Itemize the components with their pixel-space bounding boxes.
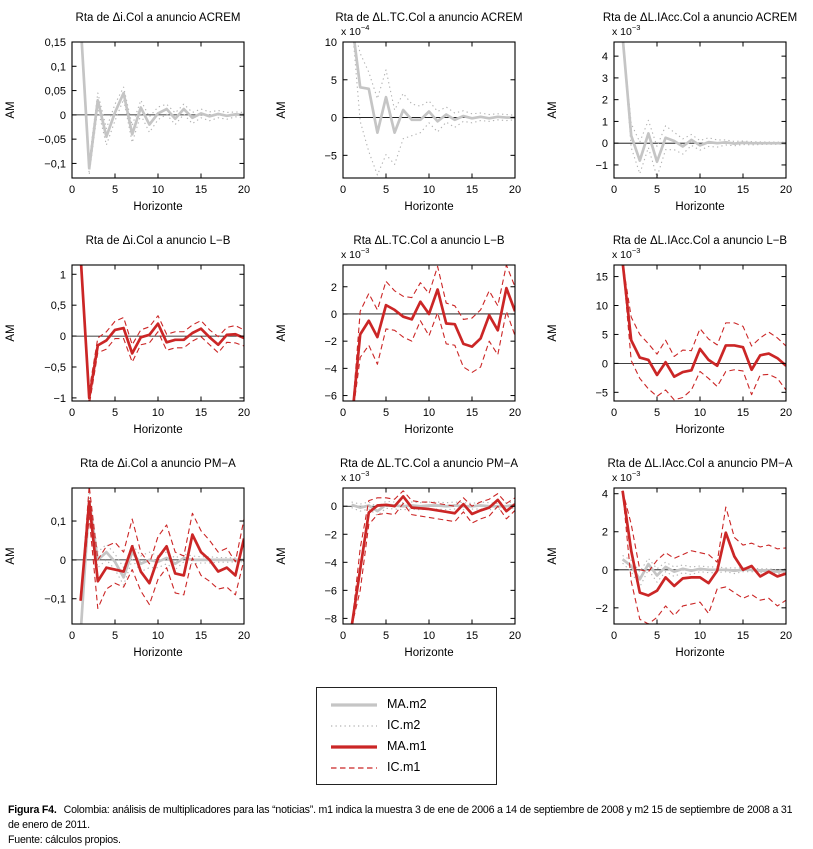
svg-text:5: 5	[653, 184, 661, 196]
chart-di-col-pma	[0, 450, 271, 665]
svg-text:−5: −5	[595, 387, 608, 400]
chart-liacc-col-lb	[542, 227, 813, 442]
svg-text:2: 2	[601, 94, 608, 107]
svg-text:5: 5	[330, 74, 337, 87]
svg-text:20: 20	[779, 184, 793, 196]
svg-text:−2: −2	[595, 602, 608, 615]
svg-text:10: 10	[151, 630, 165, 642]
svg-text:Horizonte: Horizonte	[404, 424, 454, 436]
legend-label: MA.m2	[387, 697, 427, 712]
svg-text:15: 15	[736, 630, 750, 642]
svg-text:0: 0	[601, 358, 608, 371]
svg-text:5: 5	[111, 184, 119, 196]
svg-text:Horizonte: Horizonte	[675, 647, 725, 659]
svg-text:10: 10	[693, 184, 707, 196]
caption-source: Fuente: cálculos propios.	[8, 833, 121, 846]
legend-item-ma-m1	[330, 739, 480, 754]
legend-item-ic-m2	[330, 718, 480, 733]
legend-label: IC.m2	[387, 718, 421, 733]
svg-text:15: 15	[736, 407, 750, 419]
svg-text:2: 2	[601, 526, 608, 539]
svg-text:15: 15	[595, 271, 608, 284]
chart-ltc-col-pma	[271, 450, 542, 665]
svg-text:Horizonte: Horizonte	[675, 424, 725, 436]
svg-text:0: 0	[601, 564, 608, 577]
svg-text:AM: AM	[547, 101, 559, 119]
svg-text:AM: AM	[276, 101, 288, 119]
svg-text:Rta de Δi.Col a anuncio L−B: Rta de Δi.Col a anuncio L−B	[85, 235, 231, 247]
svg-text:20: 20	[508, 184, 522, 196]
svg-text:15: 15	[194, 630, 208, 642]
svg-text:−0,5: −0,5	[44, 362, 66, 374]
chart-ltc-col-acrem	[271, 4, 542, 219]
svg-text:x 10−3: x $10^{-3}$	[612, 23, 641, 38]
svg-text:0,05: 0,05	[44, 85, 66, 98]
svg-text:4: 4	[601, 488, 608, 501]
svg-text:−8: −8	[324, 613, 337, 626]
svg-text:10: 10	[151, 184, 165, 196]
svg-text:AM: AM	[5, 547, 17, 565]
svg-text:0: 0	[610, 407, 618, 419]
svg-text:0: 0	[601, 138, 608, 151]
svg-text:5: 5	[382, 184, 390, 196]
svg-text:−0,1: −0,1	[44, 158, 66, 171]
svg-text:Rta de ΔL.IAcc.Col a anuncio L: Rta de ΔL.IAcc.Col a anuncio L−B	[612, 235, 788, 247]
svg-text:Horizonte: Horizonte	[675, 201, 725, 213]
svg-text:AM: AM	[276, 547, 288, 565]
svg-text:5: 5	[601, 329, 608, 342]
svg-text:0: 0	[59, 109, 66, 122]
svg-text:10: 10	[693, 630, 707, 642]
svg-text:5: 5	[653, 407, 661, 419]
svg-text:Rta de ΔL.TC.Col a anuncio ACR: Rta de ΔL.TC.Col a anuncio ACREM	[335, 12, 523, 24]
svg-text:15: 15	[465, 407, 479, 419]
svg-text:20: 20	[237, 630, 251, 642]
legend-line-ma-m1	[330, 742, 378, 752]
svg-text:5: 5	[382, 407, 390, 419]
svg-text:10: 10	[693, 407, 707, 419]
svg-text:0,1: 0,1	[50, 61, 66, 74]
svg-text:15: 15	[194, 184, 208, 196]
svg-text:2: 2	[330, 281, 337, 294]
svg-text:−0,1: −0,1	[44, 593, 66, 606]
svg-text:0: 0	[339, 184, 347, 196]
legend-line-ic-m1	[330, 763, 378, 773]
svg-text:0: 0	[68, 407, 76, 419]
svg-text:10: 10	[422, 630, 436, 642]
svg-text:0: 0	[610, 184, 618, 196]
svg-text:15: 15	[736, 184, 750, 196]
chart-liacc-col-pma	[542, 450, 813, 665]
svg-text:20: 20	[237, 184, 251, 196]
legend-item-ic-m1	[330, 760, 480, 775]
svg-text:0,5: 0,5	[50, 300, 66, 313]
svg-text:−5: −5	[324, 150, 337, 163]
svg-text:1: 1	[59, 269, 66, 282]
chart-liacc-col-acrem	[542, 4, 813, 219]
svg-text:AM: AM	[547, 547, 559, 565]
svg-text:0: 0	[330, 501, 337, 514]
svg-text:Rta de Δi.Col a anuncio PM−A: Rta de Δi.Col a anuncio PM−A	[80, 458, 236, 470]
svg-text:10: 10	[422, 184, 436, 196]
caption-text: Colombia: análisis de multiplicadores para las “noticias”. m1 indica la muestra 3 de ene de 2006 a 14 de septiembre de 2008 y m2 15 de septiembre de 2008 a 31 de enero de 2011.	[8, 804, 793, 831]
svg-text:−6: −6	[324, 390, 337, 403]
svg-text:x 10−3: x $10^{-3}$	[341, 246, 370, 261]
svg-text:20: 20	[779, 407, 793, 419]
svg-text:5: 5	[111, 630, 119, 642]
svg-text:20: 20	[508, 630, 522, 642]
figure-caption	[8, 803, 803, 847]
legend-line-ic-m2	[330, 721, 378, 731]
legend-label: IC.m1	[387, 760, 421, 775]
svg-text:Horizonte: Horizonte	[133, 647, 183, 659]
svg-text:−4: −4	[324, 363, 337, 376]
svg-text:10: 10	[151, 407, 165, 419]
svg-text:0: 0	[339, 630, 347, 642]
svg-text:AM: AM	[5, 101, 17, 119]
svg-text:0: 0	[68, 630, 76, 642]
svg-text:Horizonte: Horizonte	[404, 647, 454, 659]
svg-text:Horizonte: Horizonte	[133, 201, 183, 213]
svg-text:0: 0	[330, 308, 337, 321]
svg-text:0: 0	[339, 407, 347, 419]
svg-text:1: 1	[601, 116, 608, 129]
svg-text:−1: −1	[53, 392, 66, 405]
svg-text:AM: AM	[276, 324, 288, 342]
svg-text:20: 20	[779, 630, 793, 642]
svg-text:0,1: 0,1	[50, 516, 66, 529]
legend-box	[316, 687, 497, 785]
svg-text:0: 0	[68, 184, 76, 196]
svg-text:Rta ΔL.TC.Col a anuncio L−B: Rta ΔL.TC.Col a anuncio L−B	[353, 235, 505, 247]
svg-text:−6: −6	[324, 585, 337, 598]
svg-text:Horizonte: Horizonte	[133, 424, 183, 436]
svg-text:x 10−4: x $10^{-4}$	[341, 23, 370, 38]
svg-text:−4: −4	[324, 557, 337, 570]
svg-text:5: 5	[111, 407, 119, 419]
svg-text:5: 5	[653, 630, 661, 642]
svg-text:x 10−3: x $10^{-3}$	[341, 469, 370, 484]
svg-text:0,15: 0,15	[44, 37, 66, 49]
svg-text:0: 0	[59, 331, 66, 344]
svg-text:15: 15	[465, 630, 479, 642]
legend-item-ma-m2	[330, 697, 480, 712]
svg-text:−2: −2	[324, 336, 337, 349]
caption-label: Figura F4.	[8, 804, 57, 816]
legend-line-ma-m2	[330, 700, 378, 710]
svg-text:10: 10	[422, 407, 436, 419]
svg-text:3: 3	[601, 72, 608, 85]
svg-text:x 10−3: x $10^{-3}$	[612, 469, 641, 484]
chart-di-col-acrem	[0, 4, 271, 219]
svg-text:0: 0	[610, 630, 618, 642]
svg-text:20: 20	[508, 407, 522, 419]
svg-text:Rta de Δi.Col a anuncio ACREM: Rta de Δi.Col a anuncio ACREM	[75, 12, 241, 24]
svg-text:0: 0	[59, 554, 66, 567]
svg-text:−0,05: −0,05	[38, 134, 66, 147]
svg-text:−2: −2	[324, 529, 337, 542]
svg-text:−1: −1	[595, 159, 608, 172]
svg-text:Rta de ΔL.IAcc.Col a anuncio P: Rta de ΔL.IAcc.Col a anuncio PM−A	[607, 458, 793, 470]
svg-text:10: 10	[324, 37, 337, 49]
svg-text:15: 15	[194, 407, 208, 419]
legend-label: MA.m1	[387, 739, 427, 754]
chart-di-col-lb	[0, 227, 271, 442]
svg-text:0: 0	[330, 112, 337, 125]
svg-text:x 10−3: x $10^{-3}$	[612, 246, 641, 261]
svg-text:20: 20	[237, 407, 251, 419]
svg-text:AM: AM	[547, 324, 559, 342]
svg-text:4: 4	[601, 51, 608, 64]
svg-text:5: 5	[382, 630, 390, 642]
svg-text:Horizonte: Horizonte	[404, 201, 454, 213]
chart-ltc-col-lb	[271, 227, 542, 442]
legend-wrap	[0, 687, 813, 785]
svg-text:AM: AM	[5, 324, 17, 342]
svg-text:Rta de ΔL.TC.Col a anuncio PM−: Rta de ΔL.TC.Col a anuncio PM−A	[339, 458, 519, 470]
svg-text:10: 10	[595, 300, 608, 313]
svg-text:15: 15	[465, 184, 479, 196]
svg-text:Rta de ΔL.IAcc.Col a anuncio A: Rta de ΔL.IAcc.Col a anuncio ACREM	[602, 12, 798, 24]
